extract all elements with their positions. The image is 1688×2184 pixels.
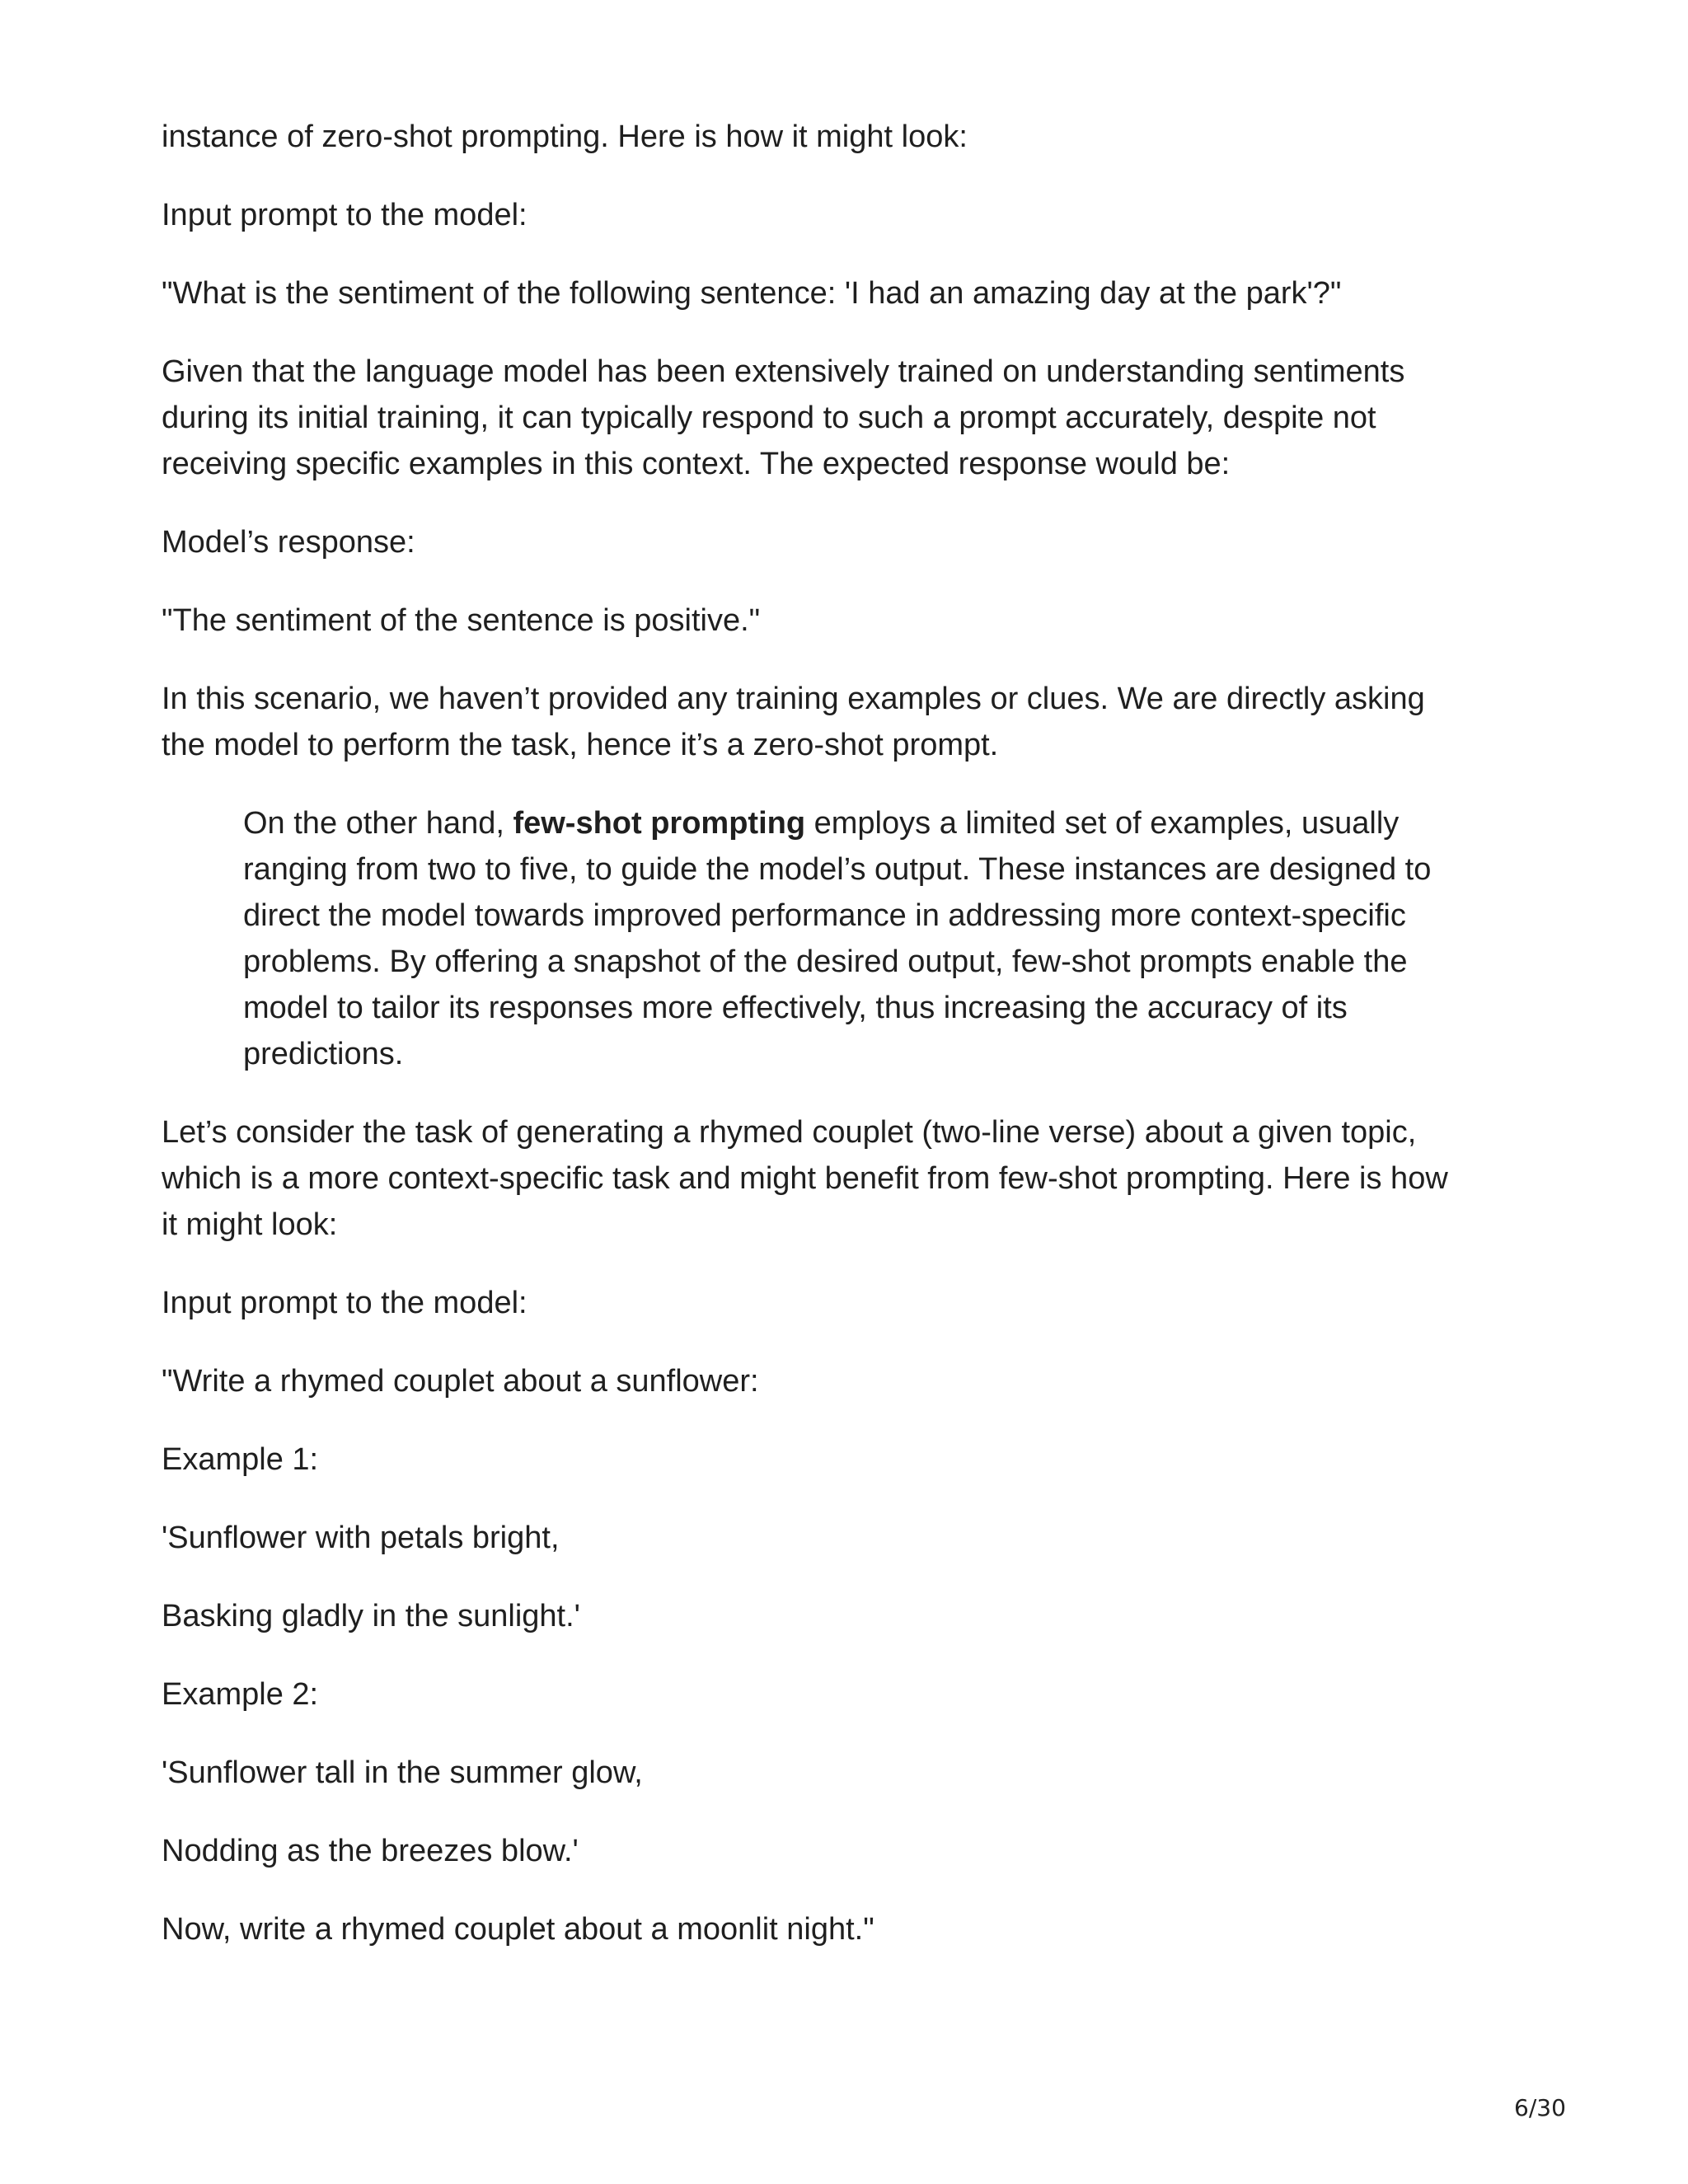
text-line: direct the model towards improved performance in addressing more context-specific [243,898,1406,933]
text-line: Input prompt to the model: [162,1286,528,1320]
text-line: instance of zero-shot prompting. Here is how it might look: [162,120,968,154]
text-line: which is a more context-specific task and might benefit from few-shot prompting. Here is how [162,1161,1448,1196]
text-line: Nodding as the breezes blow.' [162,1834,579,1868]
text-line: receiving specific examples in this context. The expected response would be: [162,447,1231,481]
paragraph [162,1750,1530,1796]
text-line: Now, write a rhymed couplet about a moonlit night." [162,1912,874,1947]
text-line: Basking gladly in the sunlight.' [162,1599,580,1633]
text-line: Given that the language model has been extensively trained on understanding sentiments [162,354,1405,389]
paragraph [162,192,1530,238]
paragraph [162,1358,1530,1404]
text-line: Input prompt to the model: [162,198,528,232]
paragraph [162,114,1530,160]
text-line: during its initial training, it can typically respond to such a prompt accurately, despite not [162,401,1376,435]
text-line: Model’s response: [162,525,415,560]
text-line: ranging from two to five, to guide the model’s output. These instances are designed to [243,852,1432,887]
paragraph [162,1515,1530,1561]
document-body [162,114,1530,1985]
text-line: 'Sunflower tall in the summer glow, [162,1755,643,1790]
paragraph [162,1671,1530,1718]
text-line: 'Sunflower with petals bright, [162,1521,560,1555]
indented-quote [162,800,1530,1077]
text-line: "The sentiment of the sentence is positive." [162,603,761,638]
paragraph [162,1436,1530,1483]
text-line: problems. By offering a snapshot of the desired output, few-shot prompts enable the [243,944,1408,979]
text-line: predictions. [243,1037,404,1071]
paragraph [162,1280,1530,1326]
paragraph [162,598,1530,644]
page-number: 6/30 [1514,2094,1566,2121]
text-line: the model to perform the task, hence it’s a zero-shot prompt. [162,728,999,762]
paragraph [162,1828,1530,1874]
text-line: In this scenario, we haven’t provided any training examples or clues. We are directly asking [162,682,1425,716]
text-line: it might look: [162,1207,338,1242]
text-line: On the other hand, [243,806,513,841]
paragraph [162,1109,1530,1248]
bold-term: few-shot prompting [513,806,806,841]
text-line: Example 1: [162,1442,319,1477]
text-line: model to tailor its responses more effectively, thus increasing the accuracy of its [243,991,1348,1025]
paragraph [162,519,1530,565]
text-line: "What is the sentiment of the following sentence: 'I had an amazing day at the park'?" [162,276,1342,311]
paragraph [162,270,1530,316]
paragraph [162,349,1530,487]
text-line: employs a limited set of examples, usually [805,806,1400,841]
text-line: Example 2: [162,1677,319,1712]
paragraph [162,1593,1530,1639]
paragraph [162,676,1530,768]
text-line: "Write a rhymed couplet about a sunflower: [162,1364,759,1399]
text-line: Let’s consider the task of generating a rhymed couplet (two-line verse) about a given topic, [162,1115,1417,1150]
paragraph [162,1906,1530,1952]
